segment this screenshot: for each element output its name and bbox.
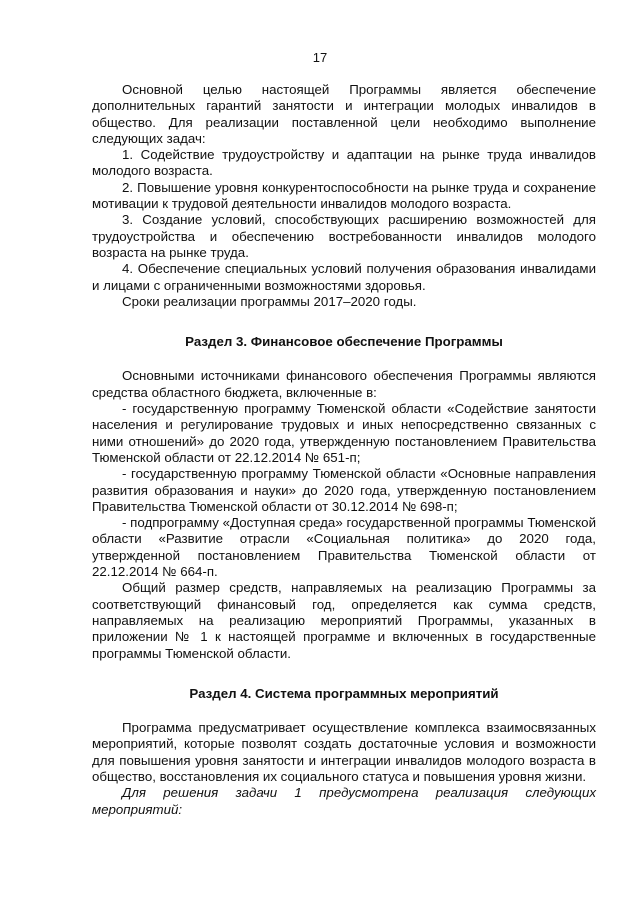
task-1-measures-lead: Для решения задачи 1 предусмотрена реализация следующих мероприятий: (92, 785, 596, 817)
funding-intro: Основными источниками финансового обеспечения Программы являются средства областного бюджета, включенные в: (92, 368, 596, 400)
funding-total: Общий размер средств, направляемых на реализацию Программы за соответствующий финансовый год, определяется как сумма средств, направляемых на реализацию мероприятий Программы, указанных в приложении № 1 к настоящей программе и включенных в государственные программы Тюменской области. (92, 580, 596, 661)
task-item-4: 4. Обеспечение специальных условий получения образования инвалидами и лицами с ограниченными возможностями здоровья. (92, 261, 596, 293)
funding-item-3: - подпрограмму «Доступная среда» государственной программы Тюменской области «Развитие отрасли «Социальная политика» до 2020 года, утвержденной постановлением Правительства Тюменской области от 22.12.2014 № 664-п. (92, 515, 596, 580)
funding-item-2: - государственную программу Тюменской области «Основные направления развития образования и науки» до 2020 года, утвержденную постановлением Правительства Тюменской области от 30.12.2014 № 698-п; (92, 466, 596, 514)
document-body (92, 82, 596, 818)
task-item-1: 1. Содействие трудоустройству и адаптации на рынке труда инвалидов молодого возраста. (92, 147, 596, 179)
funding-item-1: - государственную программу Тюменской области «Содействие занятости населения и регулирование трудовых и иных непосредственно связанных с ними отношений» до 2020 года, утвержденную постановлением Правительства Тюменской области от 22.12.2014 № 651-п; (92, 401, 596, 465)
page-number: 17 (312, 50, 328, 65)
goal-paragraph: Основной целью настоящей Программы является обеспечение дополнительных гарантий занятости и интеграции молодых инвалидов в общество. Для реализации поставленной цели необходимо выполнение следующих задач: (92, 82, 596, 146)
task-item-2: 2. Повышение уровня конкурентоспособности на рынке труда и сохранение мотивации к трудовой деятельности инвалидов молодого возраста. (92, 179, 596, 212)
terms-paragraph: Сроки реализации программы 2017–2020 годы. (122, 293, 417, 309)
task-item-3: 3. Создание условий, способствующих расширению возможностей для трудоустройства и обеспечению востребованности инвалидов молодого возраста на рынке труда. (92, 212, 596, 260)
section-3-heading: Раздел 3. Финансовое обеспечение Программы (185, 334, 503, 350)
section-4-heading: Раздел 4. Система программных мероприятий (189, 685, 499, 701)
measures-intro: Программа предусматривает осуществление комплекса взаимосвязанных мероприятий, которые позволят создать достаточные условия и возможности для повышения уровня занятости и интеграции инвалидов молодого возраста в общество, восстановления их социального статуса и повышения уровня жизни. (92, 720, 596, 784)
